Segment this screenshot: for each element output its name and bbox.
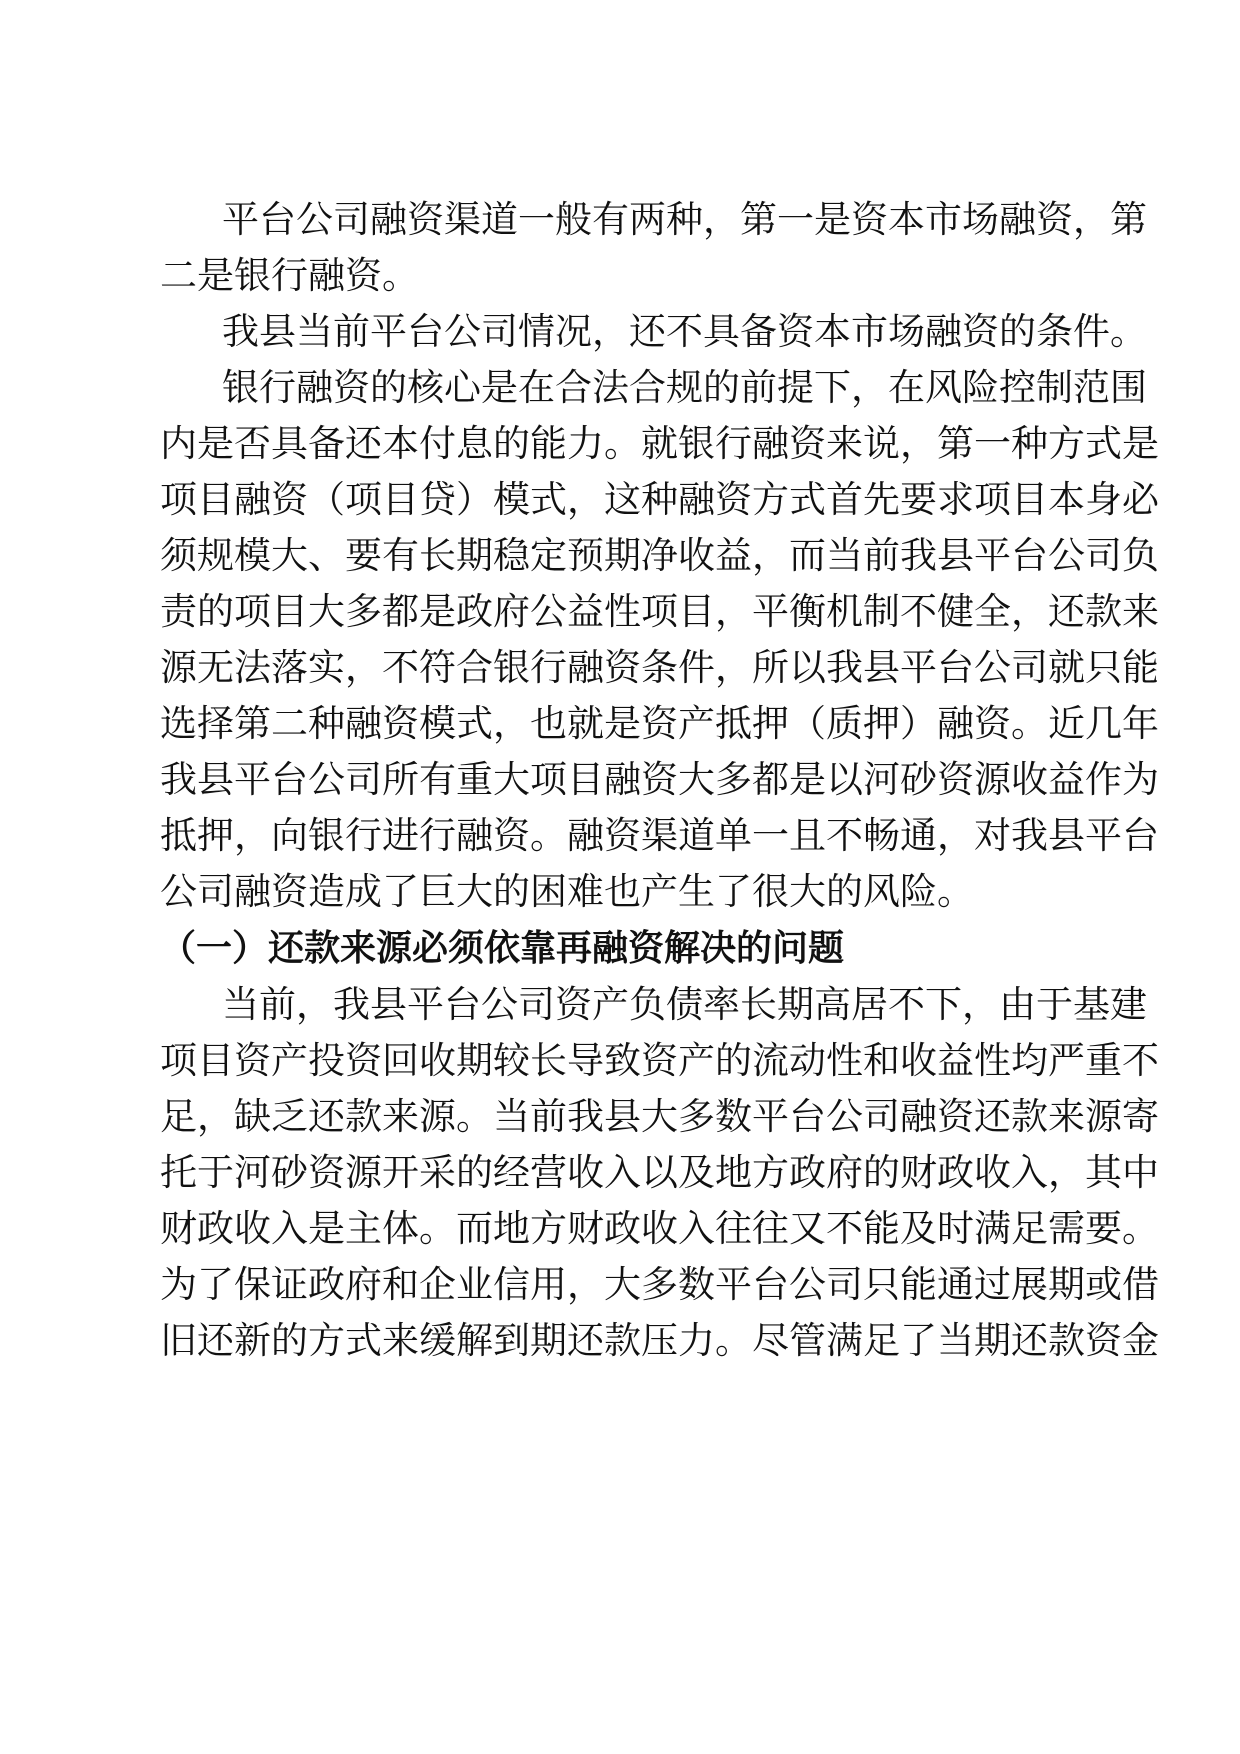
paragraph-line: 足 ， 缺 乏 还 款 来 源 。 当 前 我 县 大 多 数 平 台 公 司 融 资 还 款 来 源 寄 [160,1095,1159,1138]
paragraph-line: 平 台 公 司 融 资 渠 道 一 般 有 两 种 ， 第 一 是 资 本 市 场 融 资 ， 第 [222,198,1147,241]
paragraph-line: 项 目 融 资 （ 项 目 贷 ） 模 式 ， 这 种 融 资 方 式 首 先 要 求 项 目 本 身 必 [160,478,1159,521]
paragraph-line: 公司融资造成了巨大的困难也产生了很大的风险。 [160,870,974,913]
section-heading: （一）还款来源必须依靠再融资解决的问题 [160,927,845,969]
paragraph-line: 选 择 第 二 种 融 资 模 式 ， 也 就 是 资 产 抵 押 （ 质 押 ） 融 资 。 近 几 年 [160,702,1159,745]
paragraph-line: 我 县 平 台 公 司 所 有 重 大 项 目 融 资 大 多 都 是 以 河 砂 资 源 收 益 作 为 [160,758,1159,801]
paragraph-line: 二是银行融资。 [160,254,419,297]
paragraph-line: 抵 押 ， 向 银 行 进 行 融 资 。 融 资 渠 道 单 一 且 不 畅 通 ， 对 我 县 平 台 [160,814,1159,857]
paragraph-line: 当 前 ， 我 县 平 台 公 司 资 产 负 债 率 长 期 高 居 不 下 ， 由 于 基 建 [222,983,1147,1026]
paragraph-line: 托 于 河 砂 资 源 开 采 的 经 营 收 入 以 及 地 方 政 府 的 财 政 收 入 ， 其 中 [160,1151,1159,1194]
paragraph-line: 为 了 保 证 政 府 和 企 业 信 用 ， 大 多 数 平 台 公 司 只 能 通 过 展 期 或 借 [160,1263,1159,1306]
paragraph-line: 旧 还 新 的 方 式 来 缓 解 到 期 还 款 压 力 。 尽 管 满 足 了 当 期 还 款 资 金 [160,1319,1159,1362]
paragraph-line: 责 的 项 目 大 多 都 是 政 府 公 益 性 项 目 ， 平 衡 机 制 不 健 全 ， 还 款 来 [160,590,1159,633]
paragraph-line: 项 目 资 产 投 资 回 收 期 较 长 导 致 资 产 的 流 动 性 和 收 益 性 均 严 重 不 [160,1039,1159,1082]
paragraph-line: 银 行 融 资 的 核 心 是 在 合 法 合 规 的 前 提 下 ， 在 风 险 控 制 范 围 [222,366,1147,409]
paragraph-line: 内 是 否 具 备 还 本 付 息 的 能 力 。 就 银 行 融 资 来 说 ， 第 一 种 方 式 是 [160,422,1159,465]
paragraph-line: 须 规 模 大 、 要 有 长 期 稳 定 预 期 净 收 益 ， 而 当 前 我 县 平 台 公 司 负 [160,534,1159,577]
paragraph-line: 我 县 当 前 平 台 公 司 情 况 ， 还 不 具 备 资 本 市 场 融 资 的 条 件 。 [222,310,1147,353]
paragraph-line: 财 政 收 入 是 主 体 。 而 地 方 财 政 收 入 往 往 又 不 能 及 时 满 足 需 要 。 [160,1207,1159,1250]
paragraph-line: 源 无 法 落 实 ， 不 符 合 银 行 融 资 条 件 ， 所 以 我 县 平 台 公 司 就 只 能 [160,646,1159,689]
